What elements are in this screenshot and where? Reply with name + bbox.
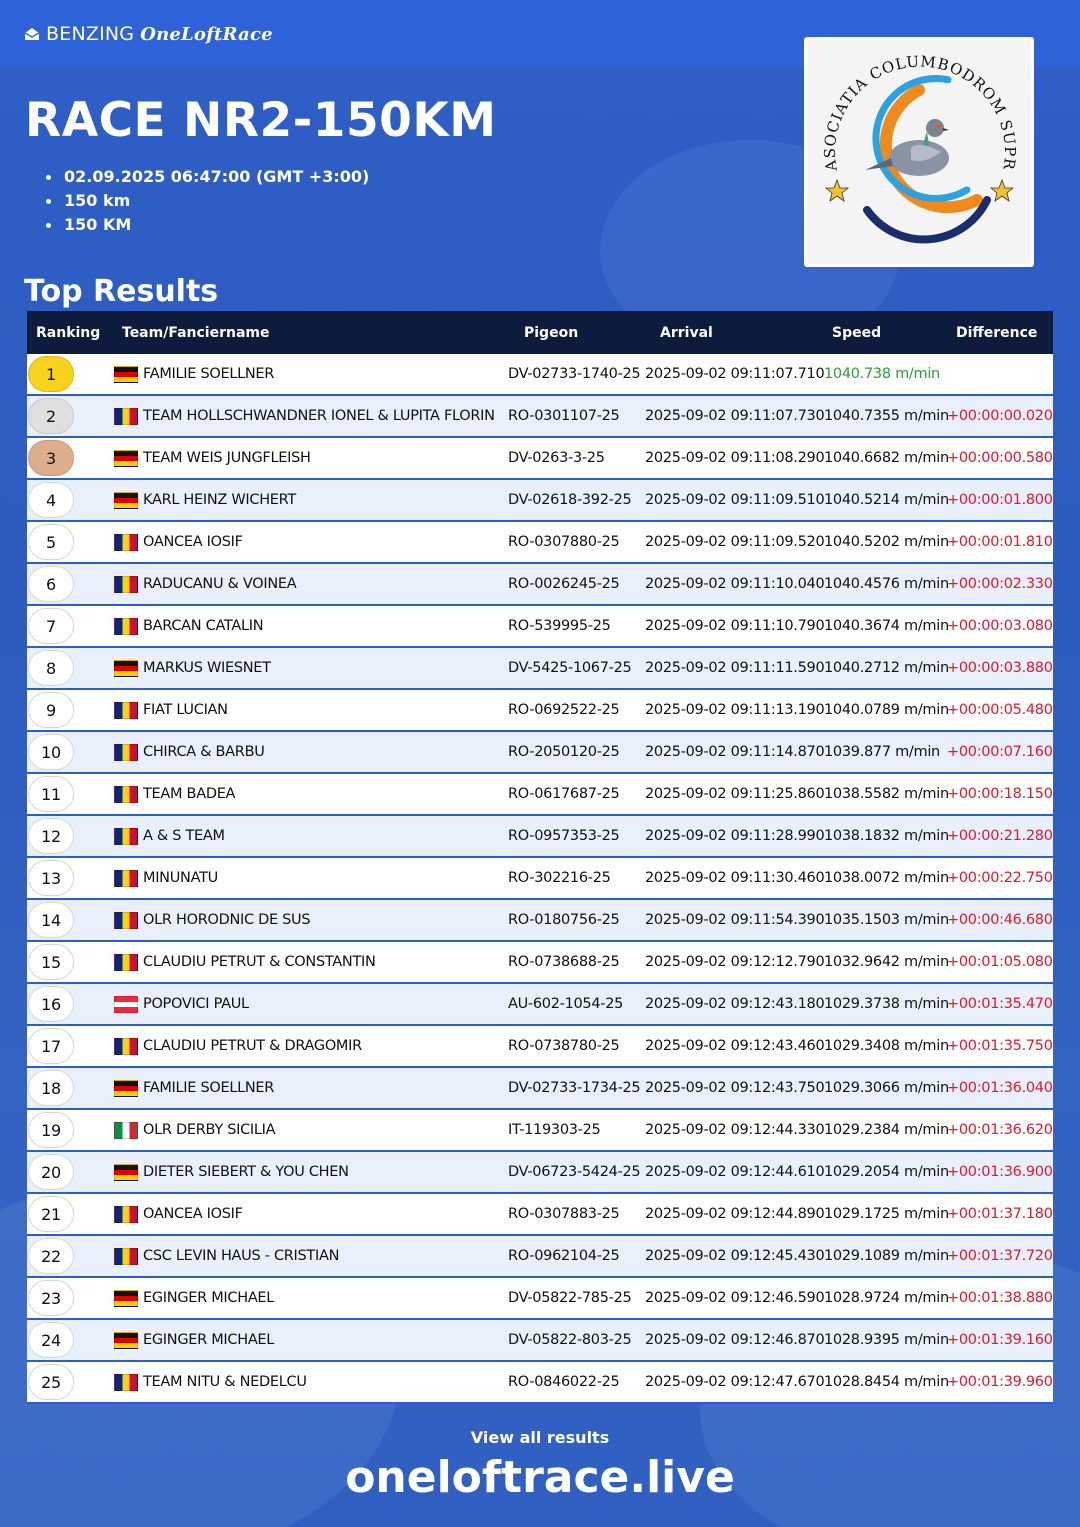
- rank-badge: 11: [28, 776, 74, 812]
- team-name: MINUNATU: [143, 870, 218, 886]
- rank-badge: 25: [28, 1364, 74, 1400]
- team-name: KARL HEINZ WICHERT: [143, 492, 296, 508]
- rank-badge: 24: [28, 1322, 74, 1358]
- ro-flag-icon: [114, 828, 138, 845]
- rank-cell: [27, 692, 114, 728]
- speed-value: 1039.877 m/min: [824, 744, 940, 760]
- team-cell: [114, 1332, 508, 1349]
- team-name: TEAM BADEA: [143, 786, 236, 802]
- difference-value: +00:00:22.750: [947, 870, 1053, 886]
- difference-value: +00:00:02.330: [947, 576, 1053, 592]
- de-flag-icon: [114, 366, 138, 383]
- difference-value: +00:01:39.960: [947, 1374, 1053, 1390]
- pigeon-ring: RO-0738780-25: [508, 1038, 620, 1054]
- team-cell: [114, 1038, 508, 1055]
- arrival-time: 2025-09-02 09:12:43.460: [645, 1038, 825, 1054]
- team-cell: [114, 996, 508, 1013]
- team-cell: [114, 534, 508, 551]
- rank-badge: 17: [28, 1028, 74, 1064]
- race-info-list: [46, 165, 369, 237]
- table-row[interactable]: [27, 1026, 1053, 1068]
- table-row[interactable]: [27, 1236, 1053, 1278]
- view-all-results-link[interactable]: View all results: [470, 1428, 610, 1447]
- pigeon-ring: RO-0026245-25: [508, 576, 620, 592]
- arrival-time: 2025-09-02 09:12:47.670: [645, 1374, 825, 1390]
- ro-flag-icon: [114, 1374, 138, 1391]
- arrival-time: 2025-09-02 09:12:43.750: [645, 1080, 825, 1096]
- speed-value: 1040.7355 m/min: [824, 408, 949, 424]
- pigeon-ring: DV-0263-3-25: [508, 450, 605, 466]
- pigeon-ring: IT-119303-25: [508, 1122, 601, 1138]
- rank-badge: 2: [28, 398, 74, 434]
- brand-name: BENZING: [46, 23, 135, 45]
- race-datetime: 02.09.2025 06:47:00 (GMT +3:00): [46, 165, 369, 189]
- results-table: [27, 311, 1053, 1404]
- team-cell: [114, 1164, 508, 1181]
- rank-cell: [27, 944, 114, 980]
- rank-cell: [27, 860, 114, 896]
- rank-badge: 1: [28, 356, 74, 392]
- team-name: CLAUDIU PETRUT & CONSTANTIN: [143, 954, 376, 970]
- arrival-time: 2025-09-02 09:11:10.790: [645, 618, 825, 634]
- table-row[interactable]: [27, 1320, 1053, 1362]
- team-name: TEAM NITU & NEDELCU: [143, 1374, 307, 1390]
- column-header-team[interactable]: Team/Fanciername: [122, 324, 270, 341]
- ro-flag-icon: [114, 870, 138, 887]
- rank-cell: [27, 398, 114, 434]
- arrival-time: 2025-09-02 09:11:11.590: [645, 660, 825, 676]
- ro-flag-icon: [114, 1206, 138, 1223]
- club-logo: [804, 37, 1034, 267]
- table-row[interactable]: [27, 606, 1053, 648]
- table-row[interactable]: [27, 1362, 1053, 1404]
- difference-value: +00:00:03.880: [947, 660, 1053, 676]
- arrival-time: 2025-09-02 09:12:44.330: [645, 1122, 825, 1138]
- rank-badge: 21: [28, 1196, 74, 1232]
- team-name: OLR HORODNIC DE SUS: [143, 912, 311, 928]
- section-title: Top Results: [24, 274, 219, 309]
- ro-flag-icon: [114, 1038, 138, 1055]
- speed-value: 1040.3674 m/min: [824, 618, 949, 634]
- difference-value: +00:01:37.180: [947, 1206, 1053, 1222]
- column-header-difference[interactable]: Difference: [956, 324, 1038, 341]
- arrival-time: 2025-09-02 09:11:07.730: [645, 408, 825, 424]
- table-row[interactable]: [27, 774, 1053, 816]
- arrival-time: 2025-09-02 09:11:25.860: [645, 786, 825, 802]
- arrival-time: 2025-09-02 09:12:12.790: [645, 954, 825, 970]
- pigeon-ring: DV-02733-1740-25: [508, 366, 641, 382]
- table-row[interactable]: [27, 648, 1053, 690]
- difference-value: +00:01:36.900: [947, 1164, 1053, 1180]
- team-name: MARKUS WIESNET: [143, 660, 271, 676]
- de-flag-icon: [114, 492, 138, 509]
- team-cell: [114, 450, 508, 467]
- column-header-arrival[interactable]: Arrival: [660, 324, 713, 341]
- team-name: EGINGER MICHAEL: [143, 1332, 275, 1348]
- rank-badge: 19: [28, 1112, 74, 1148]
- rank-badge: 10: [28, 734, 74, 770]
- team-cell: [114, 408, 508, 425]
- speed-value: 1040.6682 m/min: [824, 450, 949, 466]
- difference-value: +00:01:05.080: [947, 954, 1053, 970]
- rank-cell: [27, 1154, 114, 1190]
- ro-flag-icon: [114, 744, 138, 761]
- difference-value: +00:01:35.750: [947, 1038, 1053, 1054]
- table-row[interactable]: [27, 522, 1053, 564]
- difference-value: +00:00:07.160: [947, 744, 1053, 760]
- rank-cell: [27, 1028, 114, 1064]
- pigeon-ring: RO-0307883-25: [508, 1206, 620, 1222]
- table-row[interactable]: [27, 480, 1053, 522]
- team-cell: [114, 702, 508, 719]
- team-cell: [114, 576, 508, 593]
- team-name: OLR DERBY SICILIA: [143, 1122, 276, 1138]
- table-row[interactable]: [27, 438, 1053, 480]
- difference-value: +00:00:01.800: [947, 492, 1053, 508]
- speed-value: 1028.9724 m/min: [824, 1290, 949, 1306]
- rank-badge: 4: [28, 482, 74, 518]
- speed-value: 1038.5582 m/min: [824, 786, 949, 802]
- team-name: POPOVICI PAUL: [143, 996, 249, 1012]
- rank-cell: [27, 566, 114, 602]
- pigeon-ring: RO-302216-25: [508, 870, 611, 886]
- arrival-time: 2025-09-02 09:12:44.610: [645, 1164, 825, 1180]
- pigeon-ring: RO-2050120-25: [508, 744, 620, 760]
- team-cell: [114, 492, 508, 509]
- rank-badge: 18: [28, 1070, 74, 1106]
- difference-value: +00:00:21.280: [947, 828, 1053, 844]
- column-header-speed[interactable]: Speed: [832, 324, 882, 341]
- ro-flag-icon: [114, 702, 138, 719]
- table-row[interactable]: [27, 858, 1053, 900]
- pigeon-ring: RO-0957353-25: [508, 828, 620, 844]
- rank-badge: 16: [28, 986, 74, 1022]
- team-name: OANCEA IOSIF: [143, 534, 243, 550]
- de-flag-icon: [114, 1164, 138, 1181]
- table-row[interactable]: [27, 1194, 1053, 1236]
- ro-flag-icon: [114, 954, 138, 971]
- table-row[interactable]: [27, 690, 1053, 732]
- team-cell: [114, 1374, 508, 1391]
- speed-value: 1029.3738 m/min: [824, 996, 949, 1012]
- difference-value: +00:00:05.480: [947, 702, 1053, 718]
- speed-value: 1032.9642 m/min: [824, 954, 949, 970]
- pigeon-ring: AU-602-1054-25: [508, 996, 624, 1012]
- ro-flag-icon: [114, 1248, 138, 1265]
- pigeon-ring: RO-0692522-25: [508, 702, 620, 718]
- team-cell: [114, 870, 508, 887]
- table-row[interactable]: [27, 1068, 1053, 1110]
- team-name: EGINGER MICHAEL: [143, 1290, 275, 1306]
- club-logo-text: ASOCIATIA COLUMBODROM SUPR: [820, 52, 1020, 173]
- pigeon-ring: RO-0180756-25: [508, 912, 620, 928]
- de-flag-icon: [114, 660, 138, 677]
- rank-cell: [27, 818, 114, 854]
- table-header: [27, 311, 1053, 354]
- team-cell: [114, 912, 508, 929]
- speed-value: 1040.5202 m/min: [824, 534, 949, 550]
- rank-cell: [27, 902, 114, 938]
- team-cell: [114, 1248, 508, 1265]
- table-row[interactable]: [27, 1278, 1053, 1320]
- table-row[interactable]: [27, 942, 1053, 984]
- speed-value: 1028.9395 m/min: [824, 1332, 949, 1348]
- difference-value: +00:00:03.080: [947, 618, 1053, 634]
- team-cell: [114, 786, 508, 803]
- column-header-ranking[interactable]: Ranking: [36, 324, 101, 341]
- race-distance-label: 150 KM: [46, 213, 369, 237]
- rank-badge: 13: [28, 860, 74, 896]
- arrival-time: 2025-09-02 09:11:28.990: [645, 828, 825, 844]
- rank-badge: 15: [28, 944, 74, 980]
- ro-flag-icon: [114, 618, 138, 635]
- speed-value: 1040.4576 m/min: [824, 576, 949, 592]
- speed-value: 1035.1503 m/min: [824, 912, 949, 928]
- difference-value: +00:01:39.160: [947, 1332, 1053, 1348]
- difference-value: +00:00:18.150: [947, 786, 1053, 802]
- race-distance: 150 km: [46, 189, 369, 213]
- pigeon-ring: RO-0962104-25: [508, 1248, 620, 1264]
- rank-badge: 9: [28, 692, 74, 728]
- pigeon-ring: DV-02618-392-25: [508, 492, 632, 508]
- pigeon-ring: RO-0846022-25: [508, 1374, 620, 1390]
- rank-cell: [27, 608, 114, 644]
- arrival-time: 2025-09-02 09:11:08.290: [645, 450, 825, 466]
- team-name: CSC LEVIN HAUS - CRISTIAN: [143, 1248, 340, 1264]
- arrival-time: 2025-09-02 09:11:14.870: [645, 744, 825, 760]
- rank-cell: [27, 1070, 114, 1106]
- column-header-pigeon[interactable]: Pigeon: [524, 324, 579, 341]
- arrival-time: 2025-09-02 09:12:46.870: [645, 1332, 825, 1348]
- team-cell: [114, 744, 508, 761]
- speed-value: 1029.3408 m/min: [824, 1038, 949, 1054]
- arrival-time: 2025-09-02 09:11:07.710: [645, 366, 825, 382]
- de-flag-icon: [114, 1332, 138, 1349]
- ro-flag-icon: [114, 534, 138, 551]
- rank-badge: 8: [28, 650, 74, 686]
- difference-value: +00:01:36.620: [947, 1122, 1053, 1138]
- table-row[interactable]: [27, 396, 1053, 438]
- rank-badge: 5: [28, 524, 74, 560]
- pigeon-ring: DV-5425-1067-25: [508, 660, 632, 676]
- table-body: [27, 354, 1053, 1404]
- team-cell: [114, 828, 508, 845]
- ro-flag-icon: [114, 912, 138, 929]
- team-name: A & S TEAM: [143, 828, 225, 844]
- arrival-time: 2025-09-02 09:11:30.460: [645, 870, 825, 886]
- ro-flag-icon: [114, 576, 138, 593]
- difference-value: +00:01:37.720: [947, 1248, 1053, 1264]
- table-row[interactable]: [27, 900, 1053, 942]
- team-name: CHIRCA & BARBU: [143, 744, 265, 760]
- brand-logo[interactable]: [24, 23, 273, 45]
- speed-value: 1040.0789 m/min: [824, 702, 949, 718]
- speed-value: 1029.2384 m/min: [824, 1122, 949, 1138]
- speed-value: 1029.1725 m/min: [824, 1206, 949, 1222]
- rank-cell: [27, 1322, 114, 1358]
- team-name: TEAM WEIS JUNGFLEISH: [143, 450, 311, 466]
- team-cell: [114, 618, 508, 635]
- table-row[interactable]: [27, 354, 1053, 396]
- rank-badge: 12: [28, 818, 74, 854]
- team-cell: [114, 366, 508, 383]
- rank-badge: 20: [28, 1154, 74, 1190]
- arrival-time: 2025-09-02 09:11:10.040: [645, 576, 825, 592]
- difference-value: +00:01:38.880: [947, 1290, 1053, 1306]
- rank-badge: 3: [28, 440, 74, 476]
- arrival-time: 2025-09-02 09:12:44.890: [645, 1206, 825, 1222]
- difference-value: +00:00:46.680: [947, 912, 1053, 928]
- pigeon-ring: RO-0301107-25: [508, 408, 620, 424]
- rank-cell: [27, 1280, 114, 1316]
- rank-cell: [27, 1196, 114, 1232]
- rank-badge: 14: [28, 902, 74, 938]
- rank-cell: [27, 986, 114, 1022]
- team-name: DIETER SIEBERT & YOU CHEN: [143, 1164, 349, 1180]
- rank-cell: [27, 482, 114, 518]
- team-name: RADUCANU & VOINEA: [143, 576, 297, 592]
- at-flag-icon: [114, 996, 138, 1013]
- pigeon-ring: RO-0738688-25: [508, 954, 620, 970]
- rank-cell: [27, 734, 114, 770]
- pigeon-ring: RO-539995-25: [508, 618, 611, 634]
- speed-value: 1040.5214 m/min: [824, 492, 949, 508]
- arrival-time: 2025-09-02 09:11:13.190: [645, 702, 825, 718]
- speed-value: 1029.2054 m/min: [824, 1164, 949, 1180]
- table-row[interactable]: [27, 564, 1053, 606]
- arrival-time: 2025-09-02 09:11:54.390: [645, 912, 825, 928]
- race-title: RACE NR2-150KM: [25, 93, 497, 148]
- table-row[interactable]: [27, 984, 1053, 1026]
- rank-cell: [27, 1112, 114, 1148]
- speed-value: 1038.1832 m/min: [824, 828, 949, 844]
- rank-badge: 23: [28, 1280, 74, 1316]
- brand-script: OneLoftRace: [140, 23, 273, 45]
- rank-cell: [27, 776, 114, 812]
- pigeon-ring: RO-0617687-25: [508, 786, 620, 802]
- pigeon-ring: DV-02733-1734-25: [508, 1080, 641, 1096]
- pigeon-ring: DV-06723-5424-25: [508, 1164, 641, 1180]
- team-cell: [114, 1206, 508, 1223]
- speed-value: 1040.2712 m/min: [824, 660, 949, 676]
- rank-cell: [27, 524, 114, 560]
- speed-value: 1028.8454 m/min: [824, 1374, 949, 1390]
- site-url[interactable]: oneloftrace.live: [345, 1452, 735, 1503]
- table-row[interactable]: [27, 1152, 1053, 1194]
- pigeon-ring: DV-05822-785-25: [508, 1290, 632, 1306]
- speed-value: 1038.0072 m/min: [824, 870, 949, 886]
- speed-value: 1029.1089 m/min: [824, 1248, 949, 1264]
- difference-value: +00:00:01.810: [947, 534, 1053, 550]
- team-name: TEAM HOLLSCHWANDNER IONEL & LUPITA FLORIN: [143, 408, 495, 424]
- table-row[interactable]: [27, 1110, 1053, 1152]
- speed-value: 1040.738 m/min: [824, 366, 940, 382]
- club-logo-graphic: [807, 40, 1031, 264]
- team-name: CLAUDIU PETRUT & DRAGOMIR: [143, 1038, 362, 1054]
- ro-flag-icon: [114, 408, 138, 425]
- table-row[interactable]: [27, 816, 1053, 858]
- envelope-icon: [24, 27, 40, 41]
- team-cell: [114, 660, 508, 677]
- pigeon-ring: DV-05822-803-25: [508, 1332, 632, 1348]
- rank-badge: 7: [28, 608, 74, 644]
- team-name: BARCAN CATALIN: [143, 618, 264, 634]
- rank-cell: [27, 440, 114, 476]
- de-flag-icon: [114, 1080, 138, 1097]
- pigeon-ring: RO-0307880-25: [508, 534, 620, 550]
- difference-value: +00:01:36.040: [947, 1080, 1053, 1096]
- arrival-time: 2025-09-02 09:12:46.590: [645, 1290, 825, 1306]
- arrival-time: 2025-09-02 09:12:45.430: [645, 1248, 825, 1264]
- team-cell: [114, 1080, 508, 1097]
- de-flag-icon: [114, 450, 138, 467]
- rank-badge: 6: [28, 566, 74, 602]
- it-flag-icon: [114, 1122, 138, 1139]
- rank-cell: [27, 1238, 114, 1274]
- team-cell: [114, 1290, 508, 1307]
- team-name: OANCEA IOSIF: [143, 1206, 243, 1222]
- rank-cell: [27, 650, 114, 686]
- ro-flag-icon: [114, 786, 138, 803]
- arrival-time: 2025-09-02 09:12:43.180: [645, 996, 825, 1012]
- rank-cell: [27, 356, 114, 392]
- team-name: FAMILIE SOELLNER: [143, 366, 275, 382]
- difference-value: +00:01:35.470: [947, 996, 1053, 1012]
- difference-value: +00:00:00.580: [947, 450, 1053, 466]
- speed-value: 1029.3066 m/min: [824, 1080, 949, 1096]
- arrival-time: 2025-09-02 09:11:09.510: [645, 492, 825, 508]
- arrival-time: 2025-09-02 09:11:09.520: [645, 534, 825, 550]
- team-name: FIAT LUCIAN: [143, 702, 228, 718]
- team-cell: [114, 954, 508, 971]
- rank-cell: [27, 1364, 114, 1400]
- team-cell: [114, 1122, 508, 1139]
- rank-badge: 22: [28, 1238, 74, 1274]
- difference-value: +00:00:00.020: [947, 408, 1053, 424]
- de-flag-icon: [114, 1290, 138, 1307]
- team-name: FAMILIE SOELLNER: [143, 1080, 275, 1096]
- table-row[interactable]: [27, 732, 1053, 774]
